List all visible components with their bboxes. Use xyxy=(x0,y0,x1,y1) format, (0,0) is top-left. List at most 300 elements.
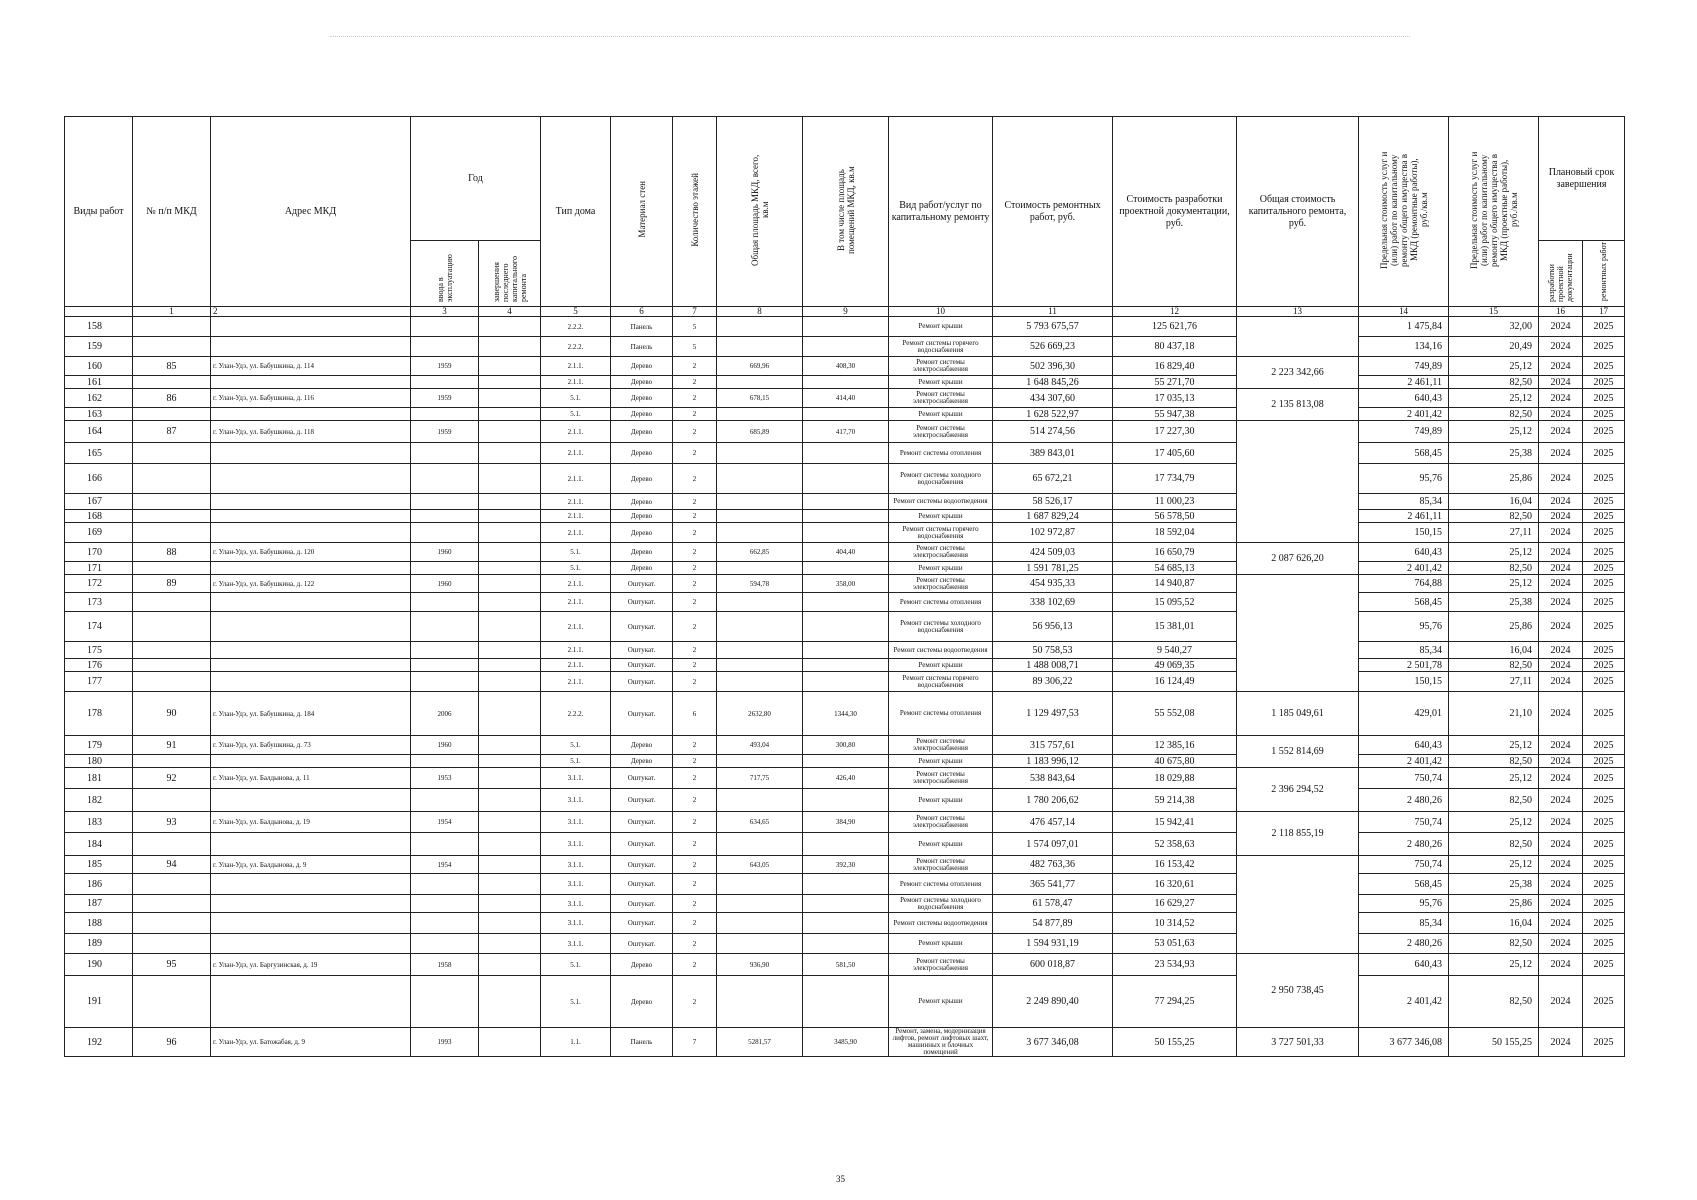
column-number: 14 xyxy=(1359,307,1449,317)
limit-repair-cell: 568,45 xyxy=(1359,874,1449,895)
mkd-number xyxy=(133,833,211,856)
work-kind-cell: Ремонт крыши xyxy=(889,376,993,389)
table-row xyxy=(65,856,1625,874)
total-cost-cell: 3 727 501,33 xyxy=(1237,1028,1359,1057)
limit-project-cell: 82,50 xyxy=(1449,376,1539,389)
floors-cell: 2 xyxy=(673,856,717,874)
row-index: 158 xyxy=(65,317,133,337)
limit-repair-cell: 2 461,11 xyxy=(1359,376,1449,389)
mkd-number xyxy=(133,523,211,543)
year-last-repair-cell xyxy=(479,317,541,337)
table-row xyxy=(65,692,1625,736)
wall-material-cell: Дерево xyxy=(611,494,673,510)
year-commissioning-cell: 1959 xyxy=(411,389,479,408)
repair-cost-cell: 424 509,03 xyxy=(993,543,1113,562)
project-cost-cell: 55 271,70 xyxy=(1113,376,1237,389)
year-commissioning-cell: 1960 xyxy=(411,736,479,755)
limit-repair-cell: 750,74 xyxy=(1359,768,1449,789)
total-area-cell xyxy=(717,562,803,575)
wall-material-cell: Оштукат. xyxy=(611,895,673,913)
year-last-repair-cell xyxy=(479,593,541,612)
limit-project-cell: 25,38 xyxy=(1449,443,1539,464)
limit-repair-cell: 2 401,42 xyxy=(1359,562,1449,575)
limit-repair-cell: 150,15 xyxy=(1359,523,1449,543)
row-index: 176 xyxy=(65,659,133,672)
repair-cost-cell: 526 669,23 xyxy=(993,337,1113,357)
row-index: 166 xyxy=(65,464,133,494)
total-area-cell: 5281,57 xyxy=(717,1028,803,1057)
wall-material-cell: Оштукат. xyxy=(611,642,673,659)
mkd-number: 86 xyxy=(133,389,211,408)
wall-material-cell: Дерево xyxy=(611,443,673,464)
floors-cell: 2 xyxy=(673,954,717,976)
premises-area-cell xyxy=(803,976,889,1028)
limit-repair-cell: 764,88 xyxy=(1359,575,1449,593)
premises-area-cell xyxy=(803,659,889,672)
repair-cost-cell: 1 594 931,19 xyxy=(993,934,1113,954)
work-kind-cell: Ремонт системы электроснабжения xyxy=(889,421,993,443)
limit-project-cell: 50 155,25 xyxy=(1449,1028,1539,1057)
deadline-repair-cell: 2025 xyxy=(1583,575,1625,593)
wall-material-cell: Оштукат. xyxy=(611,692,673,736)
total-area-cell: 936,90 xyxy=(717,954,803,976)
total-area-cell xyxy=(717,337,803,357)
year-commissioning-cell: 2006 xyxy=(411,692,479,736)
limit-repair-cell: 85,34 xyxy=(1359,913,1449,934)
header-premises-area: В том числе площадь помещений МКД, кв.м xyxy=(803,117,889,307)
floors-cell: 2 xyxy=(673,562,717,575)
wall-material-cell: Оштукат. xyxy=(611,768,673,789)
premises-area-cell: 581,50 xyxy=(803,954,889,976)
total-cost-cell xyxy=(1237,317,1359,357)
year-last-repair-cell xyxy=(479,389,541,408)
total-cost-cell: 2 118 855,19 xyxy=(1237,812,1359,856)
table-row xyxy=(65,976,1625,1028)
deadline-repair-cell: 2025 xyxy=(1583,389,1625,408)
mkd-number xyxy=(133,494,211,510)
header-deadline-repair: ремонтных работ xyxy=(1583,241,1625,307)
header-project-cost: Стоимость разработки проектной документации, руб. xyxy=(1113,117,1237,307)
repair-cost-cell: 502 396,30 xyxy=(993,357,1113,376)
year-commissioning-cell xyxy=(411,562,479,575)
wall-material-cell: Дерево xyxy=(611,464,673,494)
repair-cost-cell: 54 877,89 xyxy=(993,913,1113,934)
work-kind-cell: Ремонт системы горячего водоснабжения xyxy=(889,523,993,543)
address-cell xyxy=(211,408,411,421)
deadline-repair-cell: 2025 xyxy=(1583,874,1625,895)
mkd-number xyxy=(133,317,211,337)
premises-area-cell xyxy=(803,443,889,464)
floors-cell: 2 xyxy=(673,934,717,954)
work-kind-cell: Ремонт системы горячего водоснабжения xyxy=(889,337,993,357)
limit-project-cell: 25,86 xyxy=(1449,464,1539,494)
floors-cell: 2 xyxy=(673,789,717,812)
total-area-cell: 717,75 xyxy=(717,768,803,789)
year-last-repair-cell xyxy=(479,934,541,954)
floors-cell: 2 xyxy=(673,833,717,856)
project-cost-cell: 80 437,18 xyxy=(1113,337,1237,357)
row-index: 186 xyxy=(65,874,133,895)
house-type-cell: 2.1.1. xyxy=(541,421,611,443)
address-cell: г. Улан-Удэ, ул. Бабушкина, д. 184 xyxy=(211,692,411,736)
mkd-number: 94 xyxy=(133,856,211,874)
house-type-cell: 5.1. xyxy=(541,976,611,1028)
column-number: 15 xyxy=(1449,307,1539,317)
limit-repair-cell: 568,45 xyxy=(1359,593,1449,612)
premises-area-cell: 417,70 xyxy=(803,421,889,443)
limit-project-cell: 25,12 xyxy=(1449,768,1539,789)
address-cell: г. Улан-Удэ, ул. Батожабая, д. 9 xyxy=(211,1028,411,1057)
row-index: 161 xyxy=(65,376,133,389)
project-cost-cell: 15 095,52 xyxy=(1113,593,1237,612)
floors-cell: 2 xyxy=(673,612,717,642)
deadline-repair-cell: 2025 xyxy=(1583,421,1625,443)
year-commissioning-cell xyxy=(411,317,479,337)
total-area-cell xyxy=(717,755,803,768)
limit-repair-cell: 3 677 346,08 xyxy=(1359,1028,1449,1057)
limit-repair-cell: 85,34 xyxy=(1359,642,1449,659)
premises-area-cell xyxy=(803,895,889,913)
table-row xyxy=(65,562,1625,575)
column-number: 9 xyxy=(803,307,889,317)
project-cost-cell: 18 029,88 xyxy=(1113,768,1237,789)
wall-material-cell: Дерево xyxy=(611,543,673,562)
mkd-number xyxy=(133,895,211,913)
floors-cell: 5 xyxy=(673,337,717,357)
address-cell xyxy=(211,523,411,543)
column-number xyxy=(65,307,133,317)
project-cost-cell: 59 214,38 xyxy=(1113,789,1237,812)
work-kind-cell: Ремонт крыши xyxy=(889,755,993,768)
limit-repair-cell: 95,76 xyxy=(1359,612,1449,642)
total-area-cell xyxy=(717,317,803,337)
work-kind-cell: Ремонт системы водоотведения xyxy=(889,494,993,510)
year-commissioning-cell xyxy=(411,874,479,895)
project-cost-cell: 125 621,76 xyxy=(1113,317,1237,337)
repair-cost-cell: 1 687 829,24 xyxy=(993,510,1113,523)
total-cost-cell xyxy=(1237,575,1359,692)
deadline-project-cell: 2024 xyxy=(1539,523,1583,543)
column-number-row xyxy=(65,307,1625,317)
deadline-project-cell: 2024 xyxy=(1539,692,1583,736)
wall-material-cell: Панель xyxy=(611,1028,673,1057)
project-cost-cell: 16 650,79 xyxy=(1113,543,1237,562)
limit-project-cell: 82,50 xyxy=(1449,562,1539,575)
table-row xyxy=(65,755,1625,768)
year-last-repair-cell xyxy=(479,874,541,895)
premises-area-cell: 408,30 xyxy=(803,357,889,376)
header-repair-cost: Стоимость ремонтных работ, руб. xyxy=(993,117,1113,307)
limit-repair-cell: 2 401,42 xyxy=(1359,976,1449,1028)
year-commissioning-cell xyxy=(411,672,479,692)
repair-cost-cell: 1 488 008,71 xyxy=(993,659,1113,672)
table-row xyxy=(65,523,1625,543)
limit-project-cell: 82,50 xyxy=(1449,408,1539,421)
floors-cell: 6 xyxy=(673,692,717,736)
year-last-repair-cell xyxy=(479,954,541,976)
deadline-project-cell: 2024 xyxy=(1539,895,1583,913)
repair-cost-cell: 3 677 346,08 xyxy=(993,1028,1113,1057)
floors-cell: 2 xyxy=(673,408,717,421)
premises-area-cell xyxy=(803,789,889,812)
header-total-cost: Общая стоимость капитального ремонта, руб. xyxy=(1237,117,1359,307)
limit-project-cell: 82,50 xyxy=(1449,976,1539,1028)
total-area-cell: 2632,80 xyxy=(717,692,803,736)
work-kind-cell: Ремонт системы водоотведения xyxy=(889,642,993,659)
floors-cell: 2 xyxy=(673,672,717,692)
wall-material-cell: Дерево xyxy=(611,755,673,768)
deadline-project-cell: 2024 xyxy=(1539,389,1583,408)
header-limit-project: Предельная стоимость услуг и (или) работ по капитальному ремонту общего имущества в МКД (проектные работы), руб./кв.м xyxy=(1449,117,1539,307)
year-commissioning-cell xyxy=(411,494,479,510)
table-row xyxy=(65,934,1625,954)
repair-cost-cell: 1 183 996,12 xyxy=(993,755,1113,768)
limit-repair-cell: 2 480,26 xyxy=(1359,833,1449,856)
address-cell: г. Улан-Удэ, ул. Бабушкина, д. 122 xyxy=(211,575,411,593)
premises-area-cell xyxy=(803,755,889,768)
project-cost-cell: 16 629,27 xyxy=(1113,895,1237,913)
row-index: 182 xyxy=(65,789,133,812)
capital-repair-table xyxy=(64,116,1625,1057)
mkd-number xyxy=(133,593,211,612)
column-number: 2 xyxy=(211,307,411,317)
year-last-repair-cell xyxy=(479,976,541,1028)
repair-cost-cell: 1 780 206,62 xyxy=(993,789,1113,812)
address-cell: г. Улан-Удэ, ул. Балдынова, д. 19 xyxy=(211,812,411,833)
premises-area-cell: 358,00 xyxy=(803,575,889,593)
project-cost-cell: 16 153,42 xyxy=(1113,856,1237,874)
row-index: 192 xyxy=(65,1028,133,1057)
limit-repair-cell: 2 401,42 xyxy=(1359,755,1449,768)
limit-project-cell: 25,12 xyxy=(1449,357,1539,376)
work-kind-cell: Ремонт системы электроснабжения xyxy=(889,768,993,789)
floors-cell: 2 xyxy=(673,913,717,934)
year-commissioning-cell xyxy=(411,464,479,494)
limit-project-cell: 27,11 xyxy=(1449,672,1539,692)
work-kind-cell: Ремонт системы холодного водоснабжения xyxy=(889,612,993,642)
page-number: 35 xyxy=(836,1174,845,1184)
deadline-repair-cell: 2025 xyxy=(1583,833,1625,856)
house-type-cell: 5.1. xyxy=(541,408,611,421)
floors-cell: 2 xyxy=(673,755,717,768)
work-kind-cell: Ремонт системы холодного водоснабжения xyxy=(889,464,993,494)
total-cost-cell: 2 396 294,52 xyxy=(1237,768,1359,812)
limit-repair-cell: 1 475,84 xyxy=(1359,317,1449,337)
year-last-repair-cell xyxy=(479,421,541,443)
year-last-repair-cell xyxy=(479,812,541,833)
address-cell: г. Улан-Удэ, ул. Балдынова, д. 11 xyxy=(211,768,411,789)
year-last-repair-cell xyxy=(479,692,541,736)
total-area-cell xyxy=(717,672,803,692)
premises-area-cell xyxy=(803,672,889,692)
row-index: 171 xyxy=(65,562,133,575)
table-row xyxy=(65,612,1625,642)
address-cell xyxy=(211,789,411,812)
floors-cell: 2 xyxy=(673,464,717,494)
repair-cost-cell: 1 648 845,26 xyxy=(993,376,1113,389)
total-area-cell: 678,15 xyxy=(717,389,803,408)
year-commissioning-cell xyxy=(411,934,479,954)
address-cell xyxy=(211,464,411,494)
total-area-cell: 643,05 xyxy=(717,856,803,874)
house-type-cell: 5.1. xyxy=(541,755,611,768)
floors-cell: 2 xyxy=(673,510,717,523)
year-commissioning-cell xyxy=(411,523,479,543)
wall-material-cell: Оштукат. xyxy=(611,833,673,856)
limit-project-cell: 20,49 xyxy=(1449,337,1539,357)
total-area-cell xyxy=(717,376,803,389)
floors-cell: 2 xyxy=(673,736,717,755)
column-number: 10 xyxy=(889,307,993,317)
row-index: 191 xyxy=(65,976,133,1028)
work-kind-cell: Ремонт системы электроснабжения xyxy=(889,575,993,593)
project-cost-cell: 23 534,93 xyxy=(1113,954,1237,976)
limit-project-cell: 82,50 xyxy=(1449,510,1539,523)
deadline-project-cell: 2024 xyxy=(1539,1028,1583,1057)
mkd-number: 90 xyxy=(133,692,211,736)
total-area-cell xyxy=(717,874,803,895)
row-index: 163 xyxy=(65,408,133,421)
row-index: 162 xyxy=(65,389,133,408)
house-type-cell: 2.1.1. xyxy=(541,443,611,464)
total-cost-cell xyxy=(1237,421,1359,543)
year-last-repair-cell xyxy=(479,659,541,672)
deadline-project-cell: 2024 xyxy=(1539,443,1583,464)
repair-cost-cell: 434 307,60 xyxy=(993,389,1113,408)
address-cell: г. Улан-Удэ, ул. Балдынова, д. 9 xyxy=(211,856,411,874)
deadline-project-cell: 2024 xyxy=(1539,562,1583,575)
deadline-project-cell: 2024 xyxy=(1539,357,1583,376)
house-type-cell: 3.1.1. xyxy=(541,789,611,812)
mkd-number xyxy=(133,612,211,642)
premises-area-cell xyxy=(803,874,889,895)
repair-cost-cell: 600 018,87 xyxy=(993,954,1113,976)
table-row xyxy=(65,1028,1625,1057)
limit-project-cell: 25,86 xyxy=(1449,612,1539,642)
total-cost-cell: 2 223 342,66 xyxy=(1237,357,1359,389)
address-cell xyxy=(211,895,411,913)
deadline-repair-cell: 2025 xyxy=(1583,523,1625,543)
row-index: 188 xyxy=(65,913,133,934)
limit-repair-cell: 2 461,11 xyxy=(1359,510,1449,523)
limit-project-cell: 27,11 xyxy=(1449,523,1539,543)
floors-cell: 2 xyxy=(673,642,717,659)
floors-cell: 5 xyxy=(673,317,717,337)
year-last-repair-cell xyxy=(479,789,541,812)
header-year-last-repair: завершения последнего капитального ремонта xyxy=(479,241,541,307)
year-commissioning-cell: 1960 xyxy=(411,575,479,593)
deadline-project-cell: 2024 xyxy=(1539,672,1583,692)
address-cell xyxy=(211,672,411,692)
address-cell xyxy=(211,833,411,856)
total-area-cell xyxy=(717,510,803,523)
house-type-cell: 3.1.1. xyxy=(541,856,611,874)
project-cost-cell: 15 381,01 xyxy=(1113,612,1237,642)
limit-project-cell: 25,86 xyxy=(1449,895,1539,913)
column-number: 16 xyxy=(1539,307,1583,317)
deadline-project-cell: 2024 xyxy=(1539,543,1583,562)
year-last-repair-cell xyxy=(479,612,541,642)
column-number: 7 xyxy=(673,307,717,317)
year-last-repair-cell xyxy=(479,642,541,659)
limit-project-cell: 16,04 xyxy=(1449,642,1539,659)
limit-project-cell: 25,12 xyxy=(1449,389,1539,408)
deadline-repair-cell: 2025 xyxy=(1583,376,1625,389)
wall-material-cell: Оштукат. xyxy=(611,612,673,642)
deadline-project-cell: 2024 xyxy=(1539,976,1583,1028)
project-cost-cell: 55 552,08 xyxy=(1113,692,1237,736)
work-kind-cell: Ремонт крыши xyxy=(889,317,993,337)
house-type-cell: 5.1. xyxy=(541,954,611,976)
floors-cell: 2 xyxy=(673,593,717,612)
project-cost-cell: 18 592,04 xyxy=(1113,523,1237,543)
mkd-number xyxy=(133,443,211,464)
repair-cost-cell: 56 956,13 xyxy=(993,612,1113,642)
column-number: 11 xyxy=(993,307,1113,317)
floors-cell: 2 xyxy=(673,443,717,464)
table-row xyxy=(65,443,1625,464)
total-area-cell xyxy=(717,642,803,659)
column-number: 4 xyxy=(479,307,541,317)
address-cell: г. Улан-Удэ, ул. Бабушкина, д. 114 xyxy=(211,357,411,376)
year-commissioning-cell xyxy=(411,642,479,659)
deadline-project-cell: 2024 xyxy=(1539,642,1583,659)
repair-cost-cell: 102 972,87 xyxy=(993,523,1113,543)
table-row xyxy=(65,913,1625,934)
header-work-types: Виды работ xyxy=(65,117,133,307)
header-total-area: Общая площадь МКД, всего, кв.м xyxy=(717,117,803,307)
work-kind-cell: Ремонт крыши xyxy=(889,408,993,421)
repair-cost-cell: 365 541,77 xyxy=(993,874,1113,895)
table-row xyxy=(65,672,1625,692)
premises-area-cell xyxy=(803,376,889,389)
deadline-repair-cell: 2025 xyxy=(1583,642,1625,659)
house-type-cell: 2.1.1. xyxy=(541,575,611,593)
row-index: 185 xyxy=(65,856,133,874)
deadline-project-cell: 2024 xyxy=(1539,659,1583,672)
limit-repair-cell: 150,15 xyxy=(1359,672,1449,692)
year-last-repair-cell xyxy=(479,755,541,768)
header-work-kind: Вид работ/услуг по капитальному ремонту xyxy=(889,117,993,307)
premises-area-cell xyxy=(803,642,889,659)
house-type-cell: 2.1.1. xyxy=(541,376,611,389)
mkd-number xyxy=(133,642,211,659)
table-row xyxy=(65,317,1625,337)
deadline-project-cell: 2024 xyxy=(1539,494,1583,510)
year-commissioning-cell: 1959 xyxy=(411,357,479,376)
address-cell xyxy=(211,755,411,768)
deadline-repair-cell: 2025 xyxy=(1583,659,1625,672)
wall-material-cell: Дерево xyxy=(611,376,673,389)
deadline-project-cell: 2024 xyxy=(1539,874,1583,895)
wall-material-cell: Оштукат. xyxy=(611,789,673,812)
premises-area-cell xyxy=(803,593,889,612)
mkd-number xyxy=(133,376,211,389)
year-last-repair-cell xyxy=(479,523,541,543)
mkd-number xyxy=(133,562,211,575)
year-last-repair-cell xyxy=(479,856,541,874)
year-commissioning-cell xyxy=(411,337,479,357)
work-kind-cell: Ремонт крыши xyxy=(889,659,993,672)
mkd-number xyxy=(133,755,211,768)
work-kind-cell: Ремонт, замена, модернизация лифтов, ремонт лифтовых шахт, машинных и блочных помещений xyxy=(889,1028,993,1057)
total-area-cell: 669,96 xyxy=(717,357,803,376)
total-cost-cell: 1 552 814,69 xyxy=(1237,736,1359,768)
repair-cost-cell: 1 591 781,25 xyxy=(993,562,1113,575)
work-kind-cell: Ремонт системы электроснабжения xyxy=(889,736,993,755)
mkd-number xyxy=(133,672,211,692)
project-cost-cell: 10 314,52 xyxy=(1113,913,1237,934)
